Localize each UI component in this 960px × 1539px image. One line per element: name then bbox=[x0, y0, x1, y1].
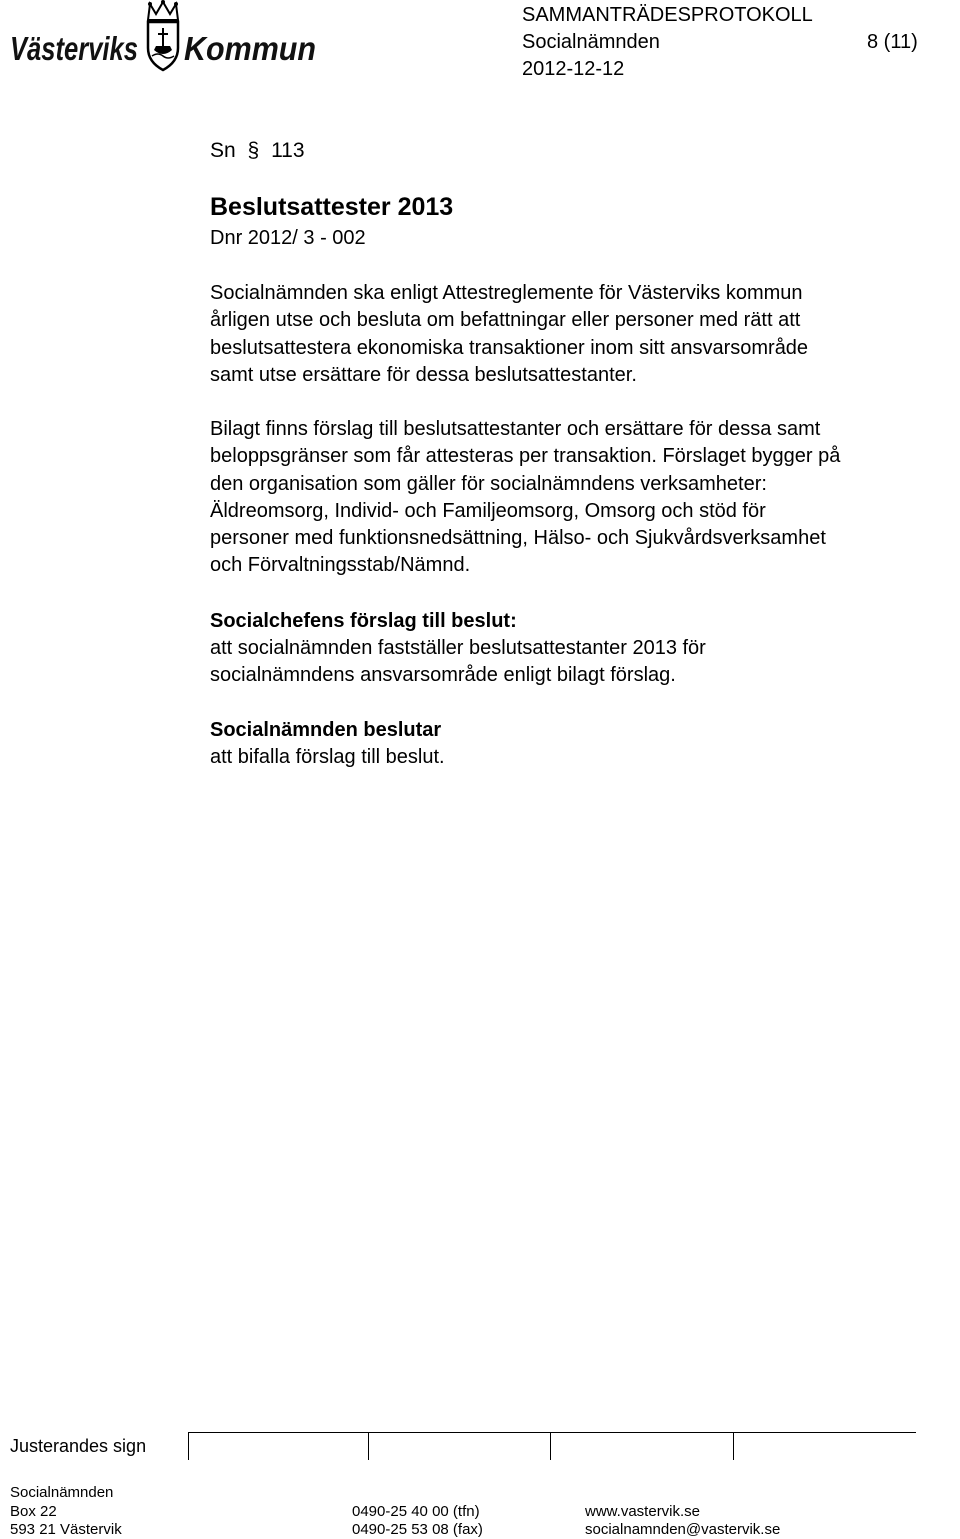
header-committee: Socialnämnden bbox=[522, 31, 660, 53]
signature-label: Justerandes sign bbox=[10, 1436, 147, 1456]
paragraph-line: beloppsgränser som får attesteras per transaktion. Förslaget bygger på bbox=[210, 445, 841, 468]
paragraph-line: att socialnämnden fastställer beslutsattestanter 2013 för bbox=[210, 637, 706, 659]
paragraph-line: samt utse ersättare för dessa beslutsattestanter. bbox=[210, 363, 637, 386]
footer-website[interactable]: www.vastervik.se bbox=[585, 1503, 701, 1520]
signature-box-divider bbox=[188, 1432, 189, 1460]
footer-email[interactable]: socialnamnden@vastervik.se bbox=[585, 1521, 781, 1538]
paragraph-line: Bilagt finns förslag till beslutsattestanter och ersättare för dessa samt bbox=[210, 418, 821, 440]
decision-text: att bifalla förslag till beslut. bbox=[210, 746, 445, 768]
signature-box-divider bbox=[368, 1432, 369, 1460]
paragraph-value: 113 bbox=[271, 139, 305, 162]
paragraph-prefix: Sn bbox=[210, 139, 236, 162]
footer-postal: 593 21 Västervik bbox=[10, 1521, 122, 1538]
coat-of-arms-icon bbox=[8, 0, 318, 72]
proposal-text bbox=[210, 635, 706, 690]
footer-box: Box 22 bbox=[10, 1503, 57, 1520]
paragraph-line: personer med funktionsnedsättning, Hälso- och Sjukvårdsverksamhet bbox=[210, 527, 826, 550]
decision-heading: Socialnämnden beslutar bbox=[210, 719, 442, 741]
signature-box-divider bbox=[550, 1432, 551, 1460]
paragraph-line: den organisation som gäller för socialnämndens verksamheter: bbox=[210, 472, 767, 495]
paragraph-line: och Förvaltningsstab/Nämnd. bbox=[210, 554, 471, 577]
paragraph-line: beslutsattestera ekonomiska transaktioner inom sitt ansvarsområde bbox=[210, 336, 809, 359]
meeting-date: 2012-12-12 bbox=[522, 58, 625, 80]
document-type: SAMMANTRÄDESPROTOKOLL bbox=[522, 4, 813, 26]
page-number: 8 (11) bbox=[867, 31, 918, 53]
footer-phone: 0490-25 40 00 (tfn) bbox=[352, 1503, 480, 1520]
paragraph-line: Socialnämnden ska enligt Attestreglemente för Västerviks kommun bbox=[210, 282, 803, 304]
case-number: Dnr 2012/ 3 - 002 bbox=[210, 227, 366, 249]
footer-org: Socialnämnden bbox=[10, 1484, 114, 1501]
svg-text:Västerviks: Västerviks bbox=[10, 30, 138, 67]
page-title: Beslutsattester 2013 bbox=[210, 193, 454, 221]
footer-fax: 0490-25 53 08 (fax) bbox=[352, 1521, 483, 1538]
paragraph-number bbox=[210, 137, 305, 164]
paragraph-2 bbox=[210, 416, 840, 580]
svg-text:Kommun: Kommun bbox=[184, 30, 316, 67]
section-symbol: § bbox=[247, 139, 260, 162]
paragraph-line: socialnämndens ansvarsområde enligt bilagt förslag. bbox=[210, 664, 676, 687]
paragraph-line: Äldreomsorg, Individ- och Familjeomsorg, Omsorg och stöd för bbox=[210, 499, 766, 522]
proposal-heading: Socialchefens förslag till beslut: bbox=[210, 610, 517, 632]
municipality-logo bbox=[8, 0, 318, 72]
paragraph-1 bbox=[210, 280, 808, 389]
signature-line bbox=[188, 1432, 916, 1433]
signature-box-divider bbox=[733, 1432, 734, 1460]
paragraph-line: årligen utse och besluta om befattningar eller personer med rätt att bbox=[210, 309, 801, 332]
